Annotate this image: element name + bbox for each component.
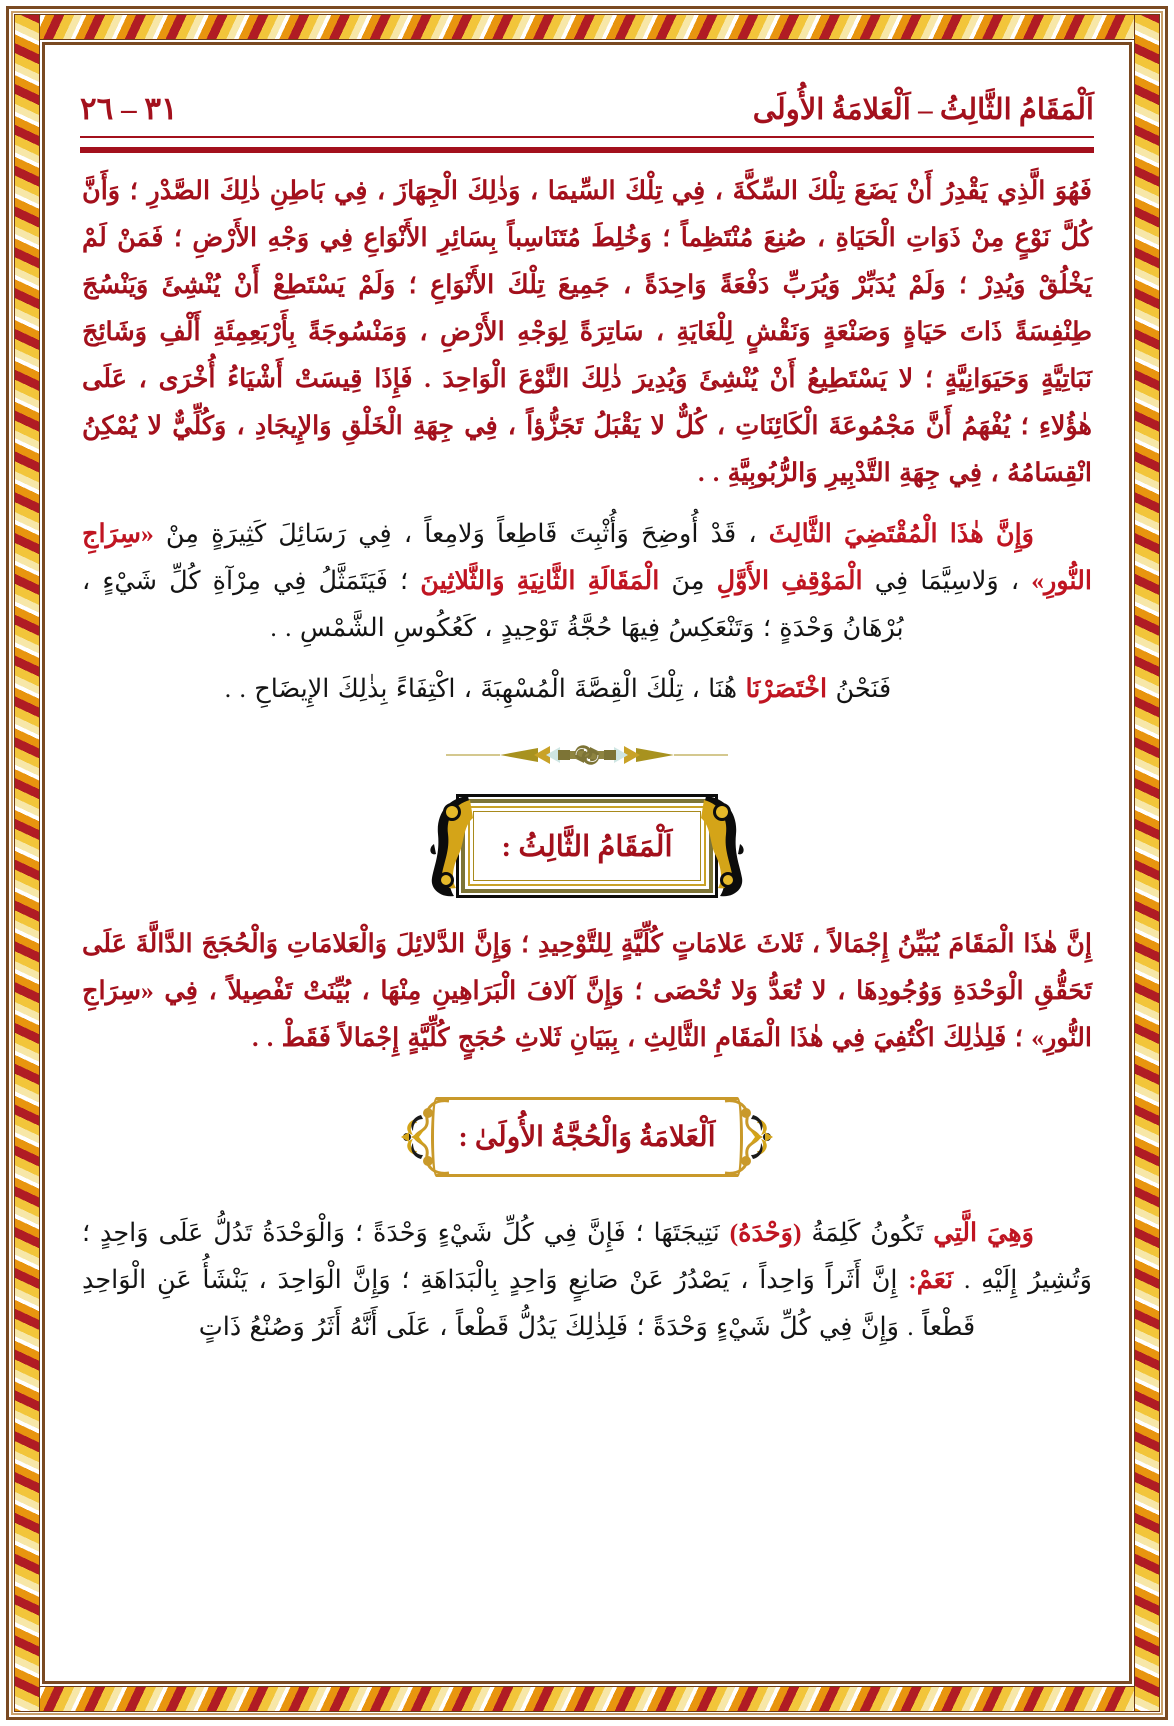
highlighted-phrase: الْمَقَالَةِ الثَّانِيَةِ وَالثَّلاثِينَ (420, 566, 660, 595)
body-text-run: هُنَا ، تِلْكَ الْقِصَّةَ الْمُسْهِبَةَ ، اكْتِفَاءً بِذٰلِكَ الإِيضَاحِ . . (224, 674, 746, 703)
body-text-run: ؛ فَيَتَمَثَّلُ فِي مِرْآةِ كُلِّ شَيْءٍ ، بُرْهَانُ وَحْدَةٍ ؛ وَتَنْعَكِسُ فِيهَا حُجَّةُ تَوْحِيدٍ ، كَعُكُوسِ الشَّمْسِ . . (82, 566, 904, 642)
title-box-1-label: اَلْمَقَامُ الثَّالِثُ : (501, 830, 673, 863)
ornamental-border-top (14, 14, 1160, 40)
paragraph-3 (82, 665, 1092, 712)
ornamental-border-left (14, 14, 40, 1712)
title-box-1-wrapper (68, 790, 1106, 902)
body-text-run: إِنَّ أَثَراً وَاحِداً ، يَصْدُرُ عَنْ صَانِعٍ وَاحِدٍ بِالْبَدَاهَةِ ؛ وَإِنَّ الْوَاحِدَ ، يَنْشَأُ عَنِ الْوَاحِدِ قَطْعاً . وَإِنَّ فِي كُلِّ شَيْءٍ وَحْدَةً ؛ فَلِذٰلِكَ يَدُلُّ قَطْعاً ، عَلَى أَنَّهُ أَثَرُ وَصُنْعُ ذَاتٍ (82, 1265, 976, 1341)
ornamental-border-bottom (14, 1686, 1160, 1712)
page-header (68, 66, 1106, 128)
paragraph-2 (82, 510, 1092, 651)
title-box-2 (401, 1083, 773, 1191)
body-text-run: فَنَحْنُ (827, 674, 892, 703)
highlighted-phrase: «سِرَاجِ النُّورِ» (82, 519, 1092, 595)
highlighted-phrase: نَعَمْ: (908, 1265, 954, 1294)
body-text-run: تَكُونُ كَلِمَةُ (801, 1218, 934, 1247)
ornate-corner-left-icon (428, 792, 484, 900)
paragraph-5 (82, 1209, 1092, 1350)
highlighted-phrase: اخْتَصَرْنَا (745, 674, 828, 703)
title-box-1 (434, 790, 740, 902)
ornamental-divider (68, 738, 1106, 772)
ornate-corner-right-icon (690, 792, 746, 900)
highlighted-phrase: (وَحْدَهُ) (729, 1218, 802, 1247)
body-text-run: نَتِيجَتَهَا ؛ فَإِنَّ فِي كُلِّ شَيْءٍ وَحْدَةً ؛ وَالْوَحْدَةُ تَدُلُّ عَلَى وَاحِدٍ ؛ وَتُشِيرُ إِلَيْهِ . (82, 1218, 1092, 1294)
gold-fleur-corner-right-icon (711, 1085, 779, 1189)
body-text-run: مِنَ (659, 566, 717, 595)
page-title: اَلْمَقَامُ الثَّالِثُ – اَلْعَلامَةُ الأُولَى (752, 94, 1094, 127)
paragraph-1: فَهُوَ الَّذِي يَقْدِرُ أَنْ يَضَعَ تِلْكَ السِّكَّةَ ، فِي تِلْكَ السِّيمَا ، وَذٰلِكَ الْجِهَازَ ، فِي بَاطِنِ ذٰلِكَ الصَّدْرِ ؛ وَأَنَّ كُلَّ نَوْعٍ مِنْ ذَوَاتِ الْحَيَاةِ ، صُنِعَ مُنْتَظِماً ؛ وَخُلِطَ مُتَنَاسِباً بِسَائِرِ الأَنْوَاعِ فِي وَجْهِ الأَرْضِ ؛ فَمَنْ لَمْ يَخْلُقْ وَيُدِرْ ؛ وَلَمْ يُدَبِّرْ وَيُرَبِّ دَفْعَةً وَاحِدَةً ، جَمِيعَ تِلْكَ الأَنْوَاعِ ؛ وَلَمْ يَسْتَطِعْ أَنْ يُنْشِئَ وَيَنْسُجَ طِنْفِسَةً ذَاتَ حَيَاةٍ وَصَنْعَةٍ وَنَقْشٍ لِلْغَايَةِ ، سَاتِرَةً لِوَجْهِ الأَرْضِ ، وَمَنْسُوجَةً بِأَرْبَعِمِئَةِ أَلْفِ وَشَائِجَ نَبَاتِيَّةٍ وَحَيَوَانِيَّةٍ ؛ لا يَسْتَطِيعُ أَنْ يُنْشِئَ وَيُدِيرَ ذٰلِكَ النَّوْعَ الْوَاحِدَ . فَإِذَا قِيسَتْ أَشْيَاءُ أُخْرَى ، عَلَى هٰؤُلاءِ ؛ يُفْهَمُ أَنَّ مَجْمُوعَةَ الْكَائِنَاتِ ، كُلٌّ لا يَقْبَلُ تَجَزُّؤاً ، فِي جِهَةِ الْخَلْقِ وَالإِيجَادِ ، وَكُلِّيٌّ لا يُمْكِنُ انْقِسَامُهُ ، فِي جِهَةِ التَّدْبِيرِ وَالرُّبُوبِيَّةِ . . (82, 176, 1092, 487)
body-text-run: ، وَلاسِيَّمَا فِي (862, 566, 1032, 595)
highlighted-phrase: الْمَوْقِفِ الأَوَّلِ (716, 566, 863, 595)
paragraph-4: إِنَّ هٰذَا الْمَقَامَ يُبَيِّنُ إِجْمَالاً ، ثَلاثَ عَلامَاتٍ كُلِّيَّةٍ لِلتَّوْحِيدِ ؛ وَإِنَّ الدَّلائِلَ وَالْعَلامَاتِ وَالْحُجَجَ الدَّالَّةَ عَلَى تَحَقُّقِ الْوَحْدَةِ وَوُجُودِهَا ، لا تُعَدُّ وَلا تُحْصَى ؛ وَإِنَّ آلافَ الْبَرَاهِينِ مِنْهَا ، بُيِّنَتْ تَفْصِيلاً ، فِي «سِرَاجِ النُّورِ» ؛ فَلِذٰلِكَ اكْتُفِيَ فِي هٰذَا الْمَقَامِ الثَّالِثِ ، بِبَيَانِ ثَلاثِ حُجَجٍ كُلِّيَّةٍ إِجْمَالاً فَقَطْ . . (82, 929, 1092, 1052)
header-rule (80, 136, 1094, 153)
title-box-2-label: اَلْعَلامَةُ وَالْحُجَّةُ الأُولَىٰ : (458, 1122, 716, 1153)
ornamental-divider-icon (442, 738, 732, 772)
gold-fleur-corner-left-icon (395, 1085, 463, 1189)
title-box-2-wrapper (68, 1083, 1106, 1191)
page-number: ٣١ – ٢٦ (80, 91, 178, 126)
highlighted-phrase: وَإِنَّ هٰذَا الْمُقْتَضِيَ الثَّالِثَ (768, 519, 1034, 548)
page-content (52, 52, 1122, 1674)
body-text-run: ، قَدْ أُوضِحَ وَأُثْبِتَ قَاطِعاً وَلامِعاً ، فِي رَسَائِلَ كَثِيرَةٍ مِنْ (153, 519, 769, 548)
highlighted-phrase: وَهِيَ الَّتِي (933, 1218, 1034, 1247)
ornamental-border-right (1134, 14, 1160, 1712)
